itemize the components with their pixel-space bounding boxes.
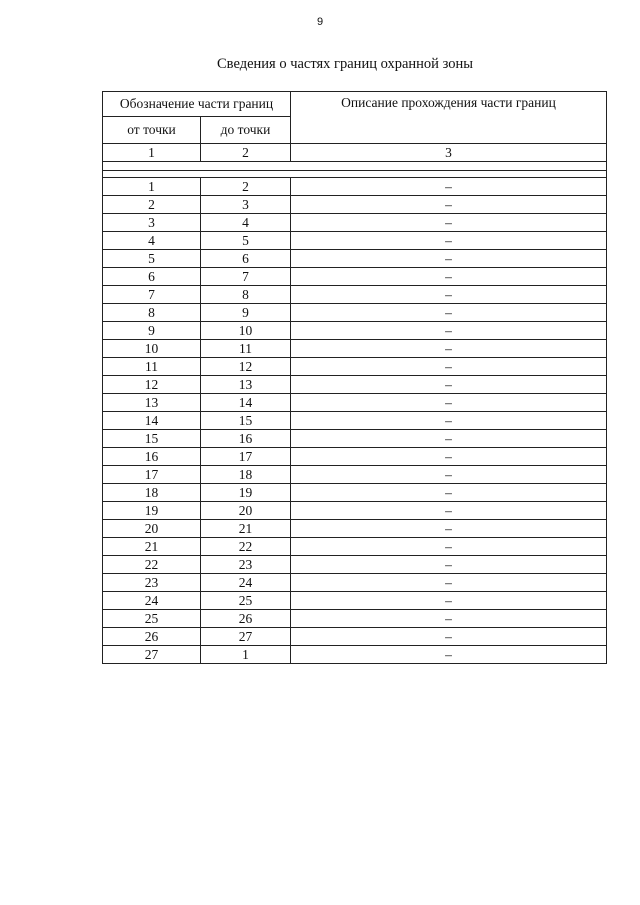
- description-cell: –: [291, 178, 607, 196]
- table-row: [103, 412, 607, 430]
- from-point-cell: 14: [103, 412, 201, 430]
- to-point-cell: 8: [201, 286, 291, 304]
- header-boundary-designation: Обозначение части границ: [103, 92, 291, 117]
- column-number-3: 3: [291, 144, 607, 162]
- from-point-cell: 25: [103, 610, 201, 628]
- to-point-cell: 14: [201, 394, 291, 412]
- table-row: [103, 232, 607, 250]
- from-point-cell: 4: [103, 232, 201, 250]
- to-point-cell: 24: [201, 574, 291, 592]
- table-row: [103, 538, 607, 556]
- table-row: [103, 358, 607, 376]
- from-point-cell: 2: [103, 196, 201, 214]
- table-body: [103, 178, 607, 664]
- to-point-cell: 11: [201, 340, 291, 358]
- table-row: [103, 592, 607, 610]
- from-point-cell: 22: [103, 556, 201, 574]
- table-row: [103, 430, 607, 448]
- to-point-cell: 15: [201, 412, 291, 430]
- column-number-2: 2: [201, 144, 291, 162]
- table-row: [103, 520, 607, 538]
- column-number-1: 1: [103, 144, 201, 162]
- table-row: [103, 250, 607, 268]
- description-cell: –: [291, 556, 607, 574]
- from-point-cell: 21: [103, 538, 201, 556]
- description-cell: –: [291, 430, 607, 448]
- to-point-cell: 1: [201, 646, 291, 664]
- from-point-cell: 10: [103, 340, 201, 358]
- table-row: [103, 646, 607, 664]
- from-point-cell: 23: [103, 574, 201, 592]
- table-row: [103, 340, 607, 358]
- from-point-cell: 8: [103, 304, 201, 322]
- description-cell: –: [291, 304, 607, 322]
- to-point-cell: 17: [201, 448, 291, 466]
- to-point-cell: 26: [201, 610, 291, 628]
- description-cell: –: [291, 196, 607, 214]
- description-cell: –: [291, 286, 607, 304]
- from-point-cell: 24: [103, 592, 201, 610]
- table-row: [103, 574, 607, 592]
- table-row: [103, 466, 607, 484]
- table-row: [103, 502, 607, 520]
- description-cell: –: [291, 268, 607, 286]
- from-point-cell: 3: [103, 214, 201, 232]
- header-from-point: от точки: [103, 117, 201, 144]
- table-row: [103, 376, 607, 394]
- description-cell: –: [291, 322, 607, 340]
- from-point-cell: 15: [103, 430, 201, 448]
- description-cell: –: [291, 592, 607, 610]
- to-point-cell: 3: [201, 196, 291, 214]
- to-point-cell: 16: [201, 430, 291, 448]
- document-title: Сведения о частях границ охранной зоны: [217, 56, 473, 72]
- page-number: 9: [316, 16, 324, 28]
- from-point-cell: 19: [103, 502, 201, 520]
- from-point-cell: 7: [103, 286, 201, 304]
- table-row: [103, 214, 607, 232]
- table-row: [103, 268, 607, 286]
- to-point-cell: 9: [201, 304, 291, 322]
- boundary-parts-table: [102, 91, 607, 664]
- table-row: [103, 628, 607, 646]
- header-to-point: до точки: [201, 117, 291, 144]
- description-cell: –: [291, 376, 607, 394]
- from-point-cell: 20: [103, 520, 201, 538]
- table-row: [103, 556, 607, 574]
- from-point-cell: 17: [103, 466, 201, 484]
- table-row: [103, 304, 607, 322]
- description-cell: –: [291, 628, 607, 646]
- description-cell: –: [291, 574, 607, 592]
- to-point-cell: 19: [201, 484, 291, 502]
- to-point-cell: 2: [201, 178, 291, 196]
- to-point-cell: 13: [201, 376, 291, 394]
- header-description: Описание прохождения части границ: [291, 92, 607, 144]
- description-cell: –: [291, 340, 607, 358]
- table-row: [103, 394, 607, 412]
- description-cell: –: [291, 538, 607, 556]
- from-point-cell: 16: [103, 448, 201, 466]
- from-point-cell: 18: [103, 484, 201, 502]
- to-point-cell: 12: [201, 358, 291, 376]
- table-row: [103, 286, 607, 304]
- to-point-cell: 6: [201, 250, 291, 268]
- description-cell: –: [291, 484, 607, 502]
- description-cell: –: [291, 502, 607, 520]
- from-point-cell: 12: [103, 376, 201, 394]
- description-cell: –: [291, 250, 607, 268]
- description-cell: –: [291, 412, 607, 430]
- description-cell: –: [291, 448, 607, 466]
- to-point-cell: 4: [201, 214, 291, 232]
- description-cell: –: [291, 394, 607, 412]
- table-row: [103, 484, 607, 502]
- to-point-cell: 18: [201, 466, 291, 484]
- table-row: [103, 610, 607, 628]
- description-cell: –: [291, 610, 607, 628]
- from-point-cell: 6: [103, 268, 201, 286]
- from-point-cell: 26: [103, 628, 201, 646]
- from-point-cell: 11: [103, 358, 201, 376]
- description-cell: –: [291, 358, 607, 376]
- description-cell: –: [291, 214, 607, 232]
- from-point-cell: 9: [103, 322, 201, 340]
- description-cell: –: [291, 232, 607, 250]
- to-point-cell: 7: [201, 268, 291, 286]
- table-row: [103, 178, 607, 196]
- description-cell: –: [291, 646, 607, 664]
- from-point-cell: 5: [103, 250, 201, 268]
- table-row: [103, 448, 607, 466]
- to-point-cell: 27: [201, 628, 291, 646]
- to-point-cell: 20: [201, 502, 291, 520]
- description-cell: –: [291, 520, 607, 538]
- to-point-cell: 10: [201, 322, 291, 340]
- to-point-cell: 25: [201, 592, 291, 610]
- blank-separator-row: [103, 162, 607, 171]
- table-row: [103, 322, 607, 340]
- to-point-cell: 23: [201, 556, 291, 574]
- empty-row: [103, 171, 607, 178]
- description-cell: –: [291, 466, 607, 484]
- to-point-cell: 22: [201, 538, 291, 556]
- from-point-cell: 13: [103, 394, 201, 412]
- from-point-cell: 1: [103, 178, 201, 196]
- table-row: [103, 196, 607, 214]
- to-point-cell: 5: [201, 232, 291, 250]
- to-point-cell: 21: [201, 520, 291, 538]
- from-point-cell: 27: [103, 646, 201, 664]
